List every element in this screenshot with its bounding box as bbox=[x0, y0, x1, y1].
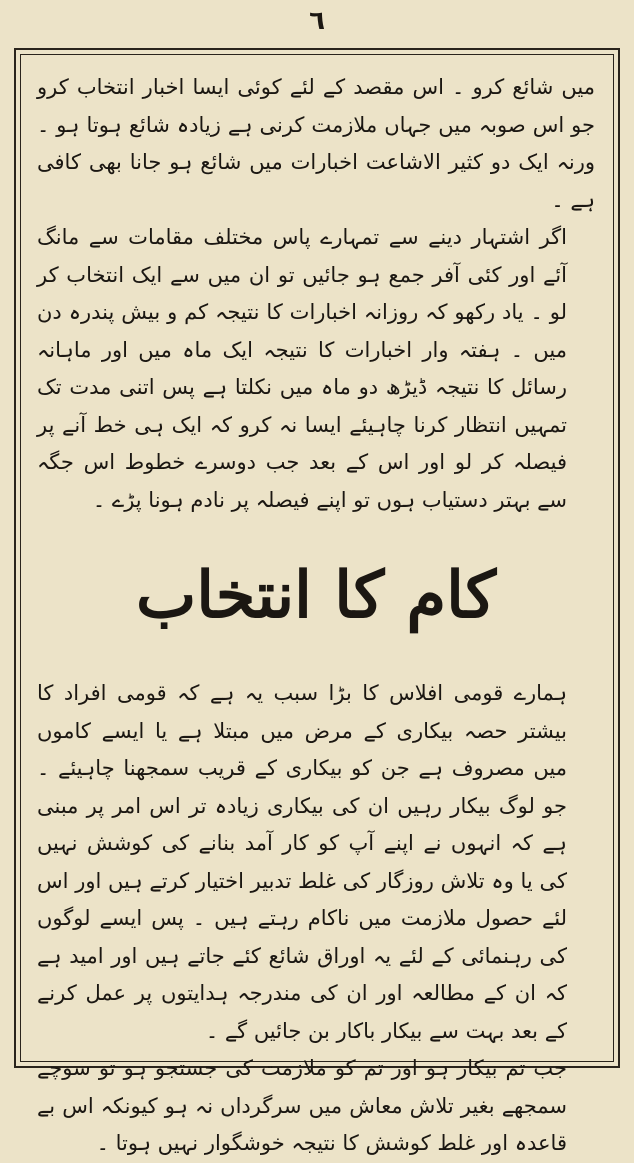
paragraph-job-search-advice: جب تم بیکار ہو اور تم کو ملازمت کی جستجو ہو تو سوچے سمجھے بغیر تلاش معاش میں سرگرداں نہ ہو کیونکہ اس بے قاعدہ اور غلط کوشش کا نتیجہ خوشگوار نہیں ہوتا ۔ bbox=[37, 1056, 567, 1155]
paragraph-publishing: میں شائع کرو ۔ اس مقصد کے لئے کوئی ایسا اخبار انتخاب کرو جو اس صوبہ میں جہاں ملازمت کرنی ہے زیادہ شائع ہوتا ہو ۔ ورنہ ایک دو کثیر الاشاعت اخبارات میں شائع ہو جانا بھی کافی ہے ۔ bbox=[37, 75, 595, 212]
section-heading: کام کا انتخاب bbox=[135, 558, 497, 633]
paragraph-unemployment-cause: ہمارے قومی افلاس کا بڑا سبب یہ ہے کہ قومی افراد کا بیشتر حصہ بیکاری کے مرض میں مبتلا ہے یا ایسے کاموں میں مصروف ہے جن کو بیکاری کے قریب سمجھنا چاہیئے ۔ جو لوگ بیکار رہیں ان کی بیکاری زیادہ تر اس امر پر مبنی ہے کہ انہوں نے اپنے آپ کو کار آمد بنانے کی کوشش نہیں کی یا وہ تلاش روزگار کی غلط تدبیر اختیار کرتے ہیں اور اس لئے حصول ملازمت میں ناکام رہتے ہیں ۔ پس ایسے لوگوں کی رہنمائی کے لئے یہ اوراق شائع کئے جاتے ہیں اور امید ہے کہ ان کے مطالعہ اور ان کی مندرجہ ہدایتوں پر عمل کرنے کے بعد بہت سے بیکار باکار بن جائیں گے ۔ bbox=[37, 681, 567, 1043]
page-content bbox=[20, 54, 614, 1155]
paragraph-advertisement-offers: اگر اشتہار دینے سے تمہارے پاس مختلف مقامات سے مانگ آئے اور کئی آفر جمع ہو جائیں تو ان میں سے ایک انتخاب کر لو ۔ یاد رکھو کہ روزانہ اخبارات کا نتیجہ کم و بیش پندرہ دن میں ۔ ہفتہ وار اخبارات کا نتیجہ ایک ماہ میں اور ماہانہ رسائل کا نتیجہ ڈیڑھ دو ماہ میں نکلتا ہے پس اتنی مدت تک تمہیں انتظار کرنا چاہیئے ایسا نہ کرو کہ ایک ہی خط آنے پر فیصلہ کر لو اور اس کے بعد جب دوسرے خطوط اس جگہ سے بہتر دستیاب ہوں تو اپنے فیصلہ پر نادم ہونا پڑے ۔ bbox=[37, 225, 567, 512]
page-number: ٦ bbox=[309, 6, 325, 36]
